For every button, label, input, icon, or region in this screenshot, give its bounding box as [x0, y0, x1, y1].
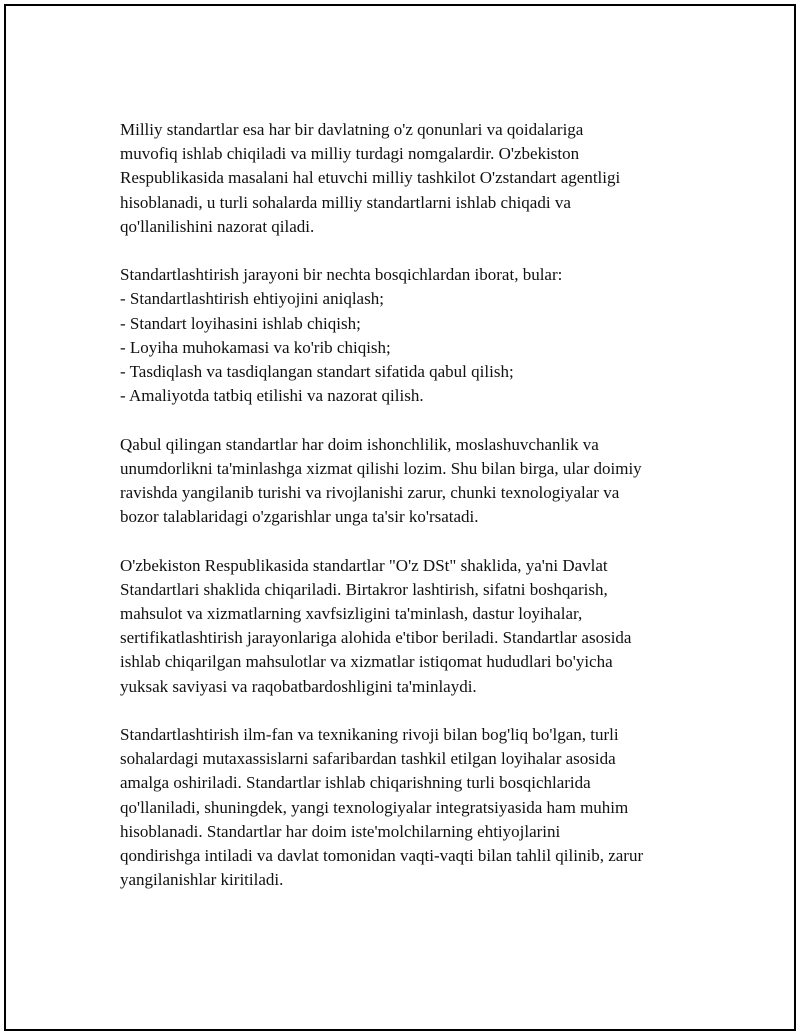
paragraph-standardization-stages [120, 263, 720, 408]
list-item: - Tasdiqlash va tasdiqlangan standart sifatida qabul qilish; [120, 362, 514, 382]
document-body [120, 118, 720, 917]
text-line: Standartlari shaklida chiqariladi. Birtakror lashtirish, sifatni boshqarish, [120, 579, 608, 599]
text-line: ravishda yangilanib turishi va rivojlanishi zarur, chunki texnologiyalar va [120, 483, 620, 503]
paragraph-state-standards [120, 554, 720, 699]
text-line: yuksak saviyasi va raqobatbardoshligini ta'minlaydi. [120, 676, 477, 696]
text-line: sohalardagi mutaxassislarni safaribardan tashkil etilgan loyihalar asosida [120, 749, 616, 769]
text-line: O'zbekiston Respublikasida standartlar "O'z DSt" shaklida, ya'ni Davlat [120, 555, 608, 575]
text-line: muvofiq ishlab chiqiladi va milliy turdagi nomgalardir. O'zbekiston [120, 144, 580, 164]
text-line: ishlab chiqarilgan mahsulotlar va xizmatlar istiqomat hududlari bo'yicha [120, 652, 613, 672]
text-line: yangilanishlar kiritiladi. [120, 870, 284, 890]
text-line: hisoblanadi, u turli sohalarda milliy standartlarni ishlab chiqadi va [120, 192, 571, 212]
text-line: bozor talablaridagi o'zgarishlar unga ta'sir ko'rsatadi. [120, 507, 479, 527]
document-page [4, 4, 796, 1031]
text-line: Milliy standartlar esa har bir davlatning o'z qonunlari va qoidalariga [120, 120, 584, 139]
text-line: mahsulot va xizmatlarning xavfsizligini ta'minlash, dastur loyihalar, [120, 604, 583, 624]
text-line: sertifikatlashtirish jarayonlariga alohida e'tibor beriladi. Standartlar asosida [120, 628, 632, 648]
list-item: - Standart loyihasini ishlab chiqish; [120, 313, 361, 333]
paragraph-adopted-standards [120, 433, 720, 530]
text-line: amalga oshiriladi. Standartlar ishlab chiqarishning turli bosqichlarida [120, 773, 591, 793]
paragraph-science-technology [120, 723, 720, 892]
text-line: unumdorlikni ta'minlashga xizmat qilishi lozim. Shu bilan birga, ular doimiy [120, 458, 642, 478]
text-line: hisoblanadi. Standartlar har doim iste'molchilarning ehtiyojlarini [120, 821, 561, 841]
text-line: Respublikasida masalani hal etuvchi milliy tashkilot O'zstandart agentligi [120, 168, 621, 188]
paragraph-national-standards [120, 118, 720, 239]
text-line: Qabul qilingan standartlar har doim ishonchlilik, moslashuvchanlik va [120, 434, 599, 454]
text-line: Standartlashtirish ilm-fan va texnikaning rivoji bilan bog'liq bo'lgan, turli [120, 725, 619, 745]
list-item: - Amaliyotda tatbiq etilishi va nazorat qilish. [120, 386, 424, 406]
text-line: qo'llanilishini nazorat qiladi. [120, 216, 315, 236]
text-line: Standartlashtirish jarayoni bir nechta bosqichlardan iborat, bular: [120, 265, 563, 285]
text-line: qondirishga intiladi va davlat tomonidan vaqti-vaqti bilan tahlil qilinib, zarur [120, 846, 644, 866]
list-item: - Loyiha muhokamasi va ko'rib chiqish; [120, 337, 391, 357]
list-item: - Standartlashtirish ehtiyojini aniqlash; [120, 289, 384, 309]
text-line: qo'llaniladi, shuningdek, yangi texnologiyalar integratsiyasida ham muhim [120, 797, 629, 817]
